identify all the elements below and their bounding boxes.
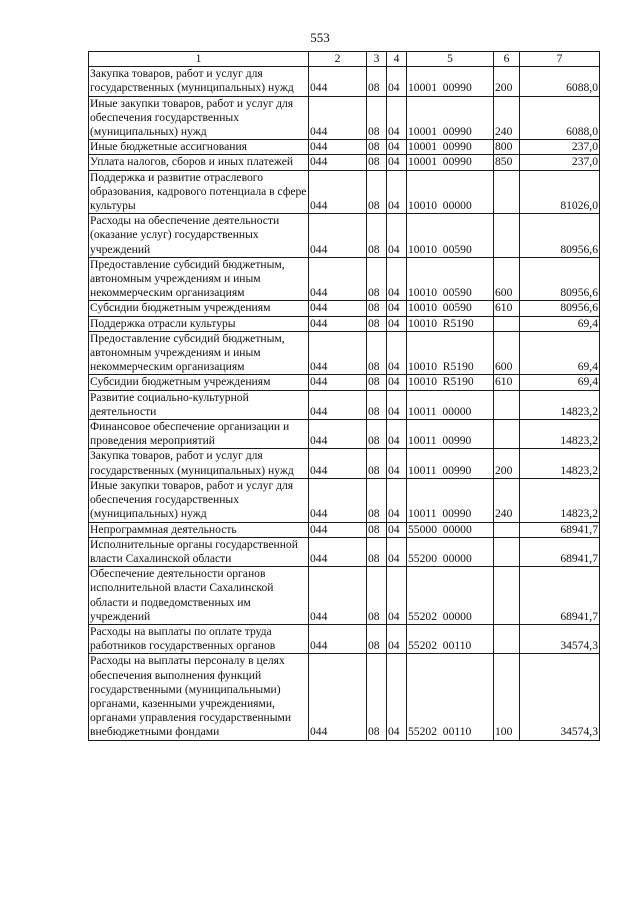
cell-expense-type bbox=[494, 567, 520, 625]
cell-expense-type bbox=[494, 390, 520, 419]
cell-expense-type bbox=[494, 170, 520, 214]
cell-ministry-code: 044 bbox=[309, 155, 367, 170]
cell-section: 08 bbox=[367, 624, 387, 653]
cell-amount: 34574,3 bbox=[520, 624, 600, 653]
table-row bbox=[89, 390, 600, 419]
cell-target-article: 55000 00000 bbox=[407, 522, 494, 537]
cell-expense-type bbox=[494, 624, 520, 653]
cell-ministry-code: 044 bbox=[309, 420, 367, 449]
cell-subsection: 04 bbox=[387, 170, 407, 214]
cell-target-article: 10011 00990 bbox=[407, 420, 494, 449]
cell-subsection: 04 bbox=[387, 567, 407, 625]
cell-section: 08 bbox=[367, 331, 387, 375]
cell-expense-type: 850 bbox=[494, 155, 520, 170]
cell-expense-type bbox=[494, 316, 520, 331]
table-row bbox=[89, 449, 600, 478]
cell-ministry-code: 044 bbox=[309, 390, 367, 419]
cell-name: Иные закупки товаров, работ и услуг для обеспечения государственных (муниципальных) нужд bbox=[89, 96, 309, 140]
cell-expense-type: 200 bbox=[494, 67, 520, 96]
cell-expense-type: 600 bbox=[494, 331, 520, 375]
cell-amount: 6088,0 bbox=[520, 67, 600, 96]
table-row bbox=[89, 214, 600, 258]
cell-ministry-code: 044 bbox=[309, 316, 367, 331]
cell-name: Субсидии бюджетным учреждениям bbox=[89, 301, 309, 316]
cell-name: Обеспечение деятельности органов исполнительной власти Сахалинской области и подведомственных им учреждений bbox=[89, 567, 309, 625]
cell-expense-type: 240 bbox=[494, 96, 520, 140]
cell-target-article: 55202 00110 bbox=[407, 654, 494, 740]
cell-name: Предоставление субсидий бюджетным, автономным учреждениям и иным некоммерческим организациям bbox=[89, 257, 309, 301]
cell-target-article: 10010 00000 bbox=[407, 170, 494, 214]
cell-target-article: 10010 R5190 bbox=[407, 316, 494, 331]
column-header: 2 bbox=[309, 52, 367, 67]
cell-target-article: 10011 00990 bbox=[407, 449, 494, 478]
cell-ministry-code: 044 bbox=[309, 654, 367, 740]
cell-target-article: 55202 00110 bbox=[407, 624, 494, 653]
cell-ministry-code: 044 bbox=[309, 170, 367, 214]
cell-ministry-code: 044 bbox=[309, 537, 367, 566]
table-row bbox=[89, 522, 600, 537]
cell-section: 08 bbox=[367, 478, 387, 522]
cell-section: 08 bbox=[367, 301, 387, 316]
cell-ministry-code: 044 bbox=[309, 301, 367, 316]
cell-ministry-code: 044 bbox=[309, 67, 367, 96]
cell-amount: 80956,6 bbox=[520, 301, 600, 316]
cell-target-article: 10010 00590 bbox=[407, 214, 494, 258]
cell-subsection: 04 bbox=[387, 537, 407, 566]
header-row bbox=[89, 52, 600, 67]
cell-expense-type: 800 bbox=[494, 140, 520, 155]
cell-ministry-code: 044 bbox=[309, 478, 367, 522]
table-row bbox=[89, 537, 600, 566]
cell-subsection: 04 bbox=[387, 420, 407, 449]
column-header: 5 bbox=[407, 52, 494, 67]
table-row bbox=[89, 301, 600, 316]
cell-subsection: 04 bbox=[387, 331, 407, 375]
cell-subsection: 04 bbox=[387, 301, 407, 316]
column-header: 3 bbox=[367, 52, 387, 67]
cell-subsection: 04 bbox=[387, 67, 407, 96]
cell-amount: 237,0 bbox=[520, 140, 600, 155]
cell-name: Иные закупки товаров, работ и услуг для обеспечения государственных (муниципальных) нужд bbox=[89, 478, 309, 522]
cell-target-article: 10001 00990 bbox=[407, 96, 494, 140]
cell-name: Закупка товаров, работ и услуг для государственных (муниципальных) нужд bbox=[89, 67, 309, 96]
cell-section: 08 bbox=[367, 155, 387, 170]
cell-subsection: 04 bbox=[387, 155, 407, 170]
cell-name: Уплата налогов, сборов и иных платежей bbox=[89, 155, 309, 170]
cell-target-article: 10011 00990 bbox=[407, 478, 494, 522]
cell-name: Финансовое обеспечение организации и проведения мероприятий bbox=[89, 420, 309, 449]
cell-amount: 14823,2 bbox=[520, 478, 600, 522]
cell-expense-type bbox=[494, 420, 520, 449]
cell-subsection: 04 bbox=[387, 257, 407, 301]
table-row bbox=[89, 478, 600, 522]
cell-subsection: 04 bbox=[387, 316, 407, 331]
cell-ministry-code: 044 bbox=[309, 567, 367, 625]
cell-ministry-code: 044 bbox=[309, 624, 367, 653]
cell-expense-type: 240 bbox=[494, 478, 520, 522]
cell-target-article: 10011 00000 bbox=[407, 390, 494, 419]
cell-target-article: 10001 00990 bbox=[407, 140, 494, 155]
cell-amount: 14823,2 bbox=[520, 449, 600, 478]
cell-amount: 69,4 bbox=[520, 316, 600, 331]
cell-target-article: 10001 00990 bbox=[407, 155, 494, 170]
cell-section: 08 bbox=[367, 375, 387, 390]
cell-subsection: 04 bbox=[387, 478, 407, 522]
cell-target-article: 10001 00990 bbox=[407, 67, 494, 96]
cell-subsection: 04 bbox=[387, 214, 407, 258]
budget-table bbox=[88, 51, 600, 741]
table-row bbox=[89, 331, 600, 375]
cell-expense-type: 200 bbox=[494, 449, 520, 478]
cell-amount: 14823,2 bbox=[520, 420, 600, 449]
cell-section: 08 bbox=[367, 96, 387, 140]
table-row bbox=[89, 624, 600, 653]
cell-ministry-code: 044 bbox=[309, 375, 367, 390]
cell-amount: 80956,6 bbox=[520, 257, 600, 301]
cell-name: Закупка товаров, работ и услуг для государственных (муниципальных) нужд bbox=[89, 449, 309, 478]
cell-amount: 6088,0 bbox=[520, 96, 600, 140]
cell-expense-type: 610 bbox=[494, 301, 520, 316]
cell-section: 08 bbox=[367, 170, 387, 214]
cell-ministry-code: 044 bbox=[309, 140, 367, 155]
column-header: 4 bbox=[387, 52, 407, 67]
cell-name: Развитие социально-культурной деятельности bbox=[89, 390, 309, 419]
table-row bbox=[89, 155, 600, 170]
cell-expense-type: 100 bbox=[494, 654, 520, 740]
cell-amount: 81026,0 bbox=[520, 170, 600, 214]
cell-ministry-code: 044 bbox=[309, 331, 367, 375]
cell-section: 08 bbox=[367, 390, 387, 419]
table-row bbox=[89, 170, 600, 214]
cell-section: 08 bbox=[367, 257, 387, 301]
cell-expense-type bbox=[494, 537, 520, 566]
cell-name: Непрограммная деятельность bbox=[89, 522, 309, 537]
cell-subsection: 04 bbox=[387, 624, 407, 653]
cell-expense-type bbox=[494, 214, 520, 258]
table-row bbox=[89, 257, 600, 301]
page-number: 553 bbox=[310, 30, 330, 45]
cell-subsection: 04 bbox=[387, 449, 407, 478]
cell-amount: 69,4 bbox=[520, 375, 600, 390]
cell-ministry-code: 044 bbox=[309, 96, 367, 140]
cell-amount: 34574,3 bbox=[520, 654, 600, 740]
column-header: 7 bbox=[520, 52, 600, 67]
cell-name: Субсидии бюджетным учреждениям bbox=[89, 375, 309, 390]
cell-ministry-code: 044 bbox=[309, 449, 367, 478]
cell-amount: 68941,7 bbox=[520, 567, 600, 625]
cell-name: Поддержка и развитие отраслевого образования, кадрового потенциала в сфере культуры bbox=[89, 170, 309, 214]
cell-subsection: 04 bbox=[387, 654, 407, 740]
cell-section: 08 bbox=[367, 567, 387, 625]
cell-subsection: 04 bbox=[387, 522, 407, 537]
column-header: 1 bbox=[89, 52, 309, 67]
cell-name: Предоставление субсидий бюджетным, автономным учреждениям и иным некоммерческим организациям bbox=[89, 331, 309, 375]
cell-target-article: 10010 R5190 bbox=[407, 331, 494, 375]
cell-target-article: 10010 00590 bbox=[407, 257, 494, 301]
table-row bbox=[89, 316, 600, 331]
table-row bbox=[89, 567, 600, 625]
table-row bbox=[89, 420, 600, 449]
cell-ministry-code: 044 bbox=[309, 214, 367, 258]
cell-name: Поддержка отрасли культуры bbox=[89, 316, 309, 331]
cell-target-article: 10010 R5190 bbox=[407, 375, 494, 390]
cell-amount: 14823,2 bbox=[520, 390, 600, 419]
cell-amount: 68941,7 bbox=[520, 537, 600, 566]
cell-name: Иные бюджетные ассигнования bbox=[89, 140, 309, 155]
cell-subsection: 04 bbox=[387, 140, 407, 155]
cell-section: 08 bbox=[367, 522, 387, 537]
cell-target-article: 10010 00590 bbox=[407, 301, 494, 316]
cell-section: 08 bbox=[367, 67, 387, 96]
table-row bbox=[89, 96, 600, 140]
cell-section: 08 bbox=[367, 316, 387, 331]
cell-amount: 237,0 bbox=[520, 155, 600, 170]
cell-expense-type: 600 bbox=[494, 257, 520, 301]
cell-expense-type bbox=[494, 522, 520, 537]
cell-subsection: 04 bbox=[387, 96, 407, 140]
table-row bbox=[89, 654, 600, 740]
cell-name: Исполнительные органы государственной власти Сахалинской области bbox=[89, 537, 309, 566]
cell-subsection: 04 bbox=[387, 390, 407, 419]
table-row bbox=[89, 375, 600, 390]
table-row bbox=[89, 67, 600, 96]
cell-section: 08 bbox=[367, 537, 387, 566]
cell-ministry-code: 044 bbox=[309, 257, 367, 301]
cell-target-article: 55202 00000 bbox=[407, 567, 494, 625]
cell-amount: 68941,7 bbox=[520, 522, 600, 537]
cell-section: 08 bbox=[367, 449, 387, 478]
cell-section: 08 bbox=[367, 420, 387, 449]
column-header: 6 bbox=[494, 52, 520, 67]
table-row bbox=[89, 140, 600, 155]
cell-section: 08 bbox=[367, 214, 387, 258]
cell-amount: 69,4 bbox=[520, 331, 600, 375]
cell-ministry-code: 044 bbox=[309, 522, 367, 537]
table-body bbox=[89, 67, 600, 740]
cell-name: Расходы на обеспечение деятельности (оказание услуг) государственных учреждений bbox=[89, 214, 309, 258]
cell-target-article: 55200 00000 bbox=[407, 537, 494, 566]
cell-section: 08 bbox=[367, 140, 387, 155]
cell-section: 08 bbox=[367, 654, 387, 740]
cell-expense-type: 610 bbox=[494, 375, 520, 390]
cell-amount: 80956,6 bbox=[520, 214, 600, 258]
cell-subsection: 04 bbox=[387, 375, 407, 390]
cell-name: Расходы на выплаты персоналу в целях обеспечения выполнения функций государственными (муниципальными) органами, казенными учреждениями, органами управления государственными внебюджетными фондами bbox=[89, 654, 309, 740]
cell-name: Расходы на выплаты по оплате труда работников государственных органов bbox=[89, 624, 309, 653]
